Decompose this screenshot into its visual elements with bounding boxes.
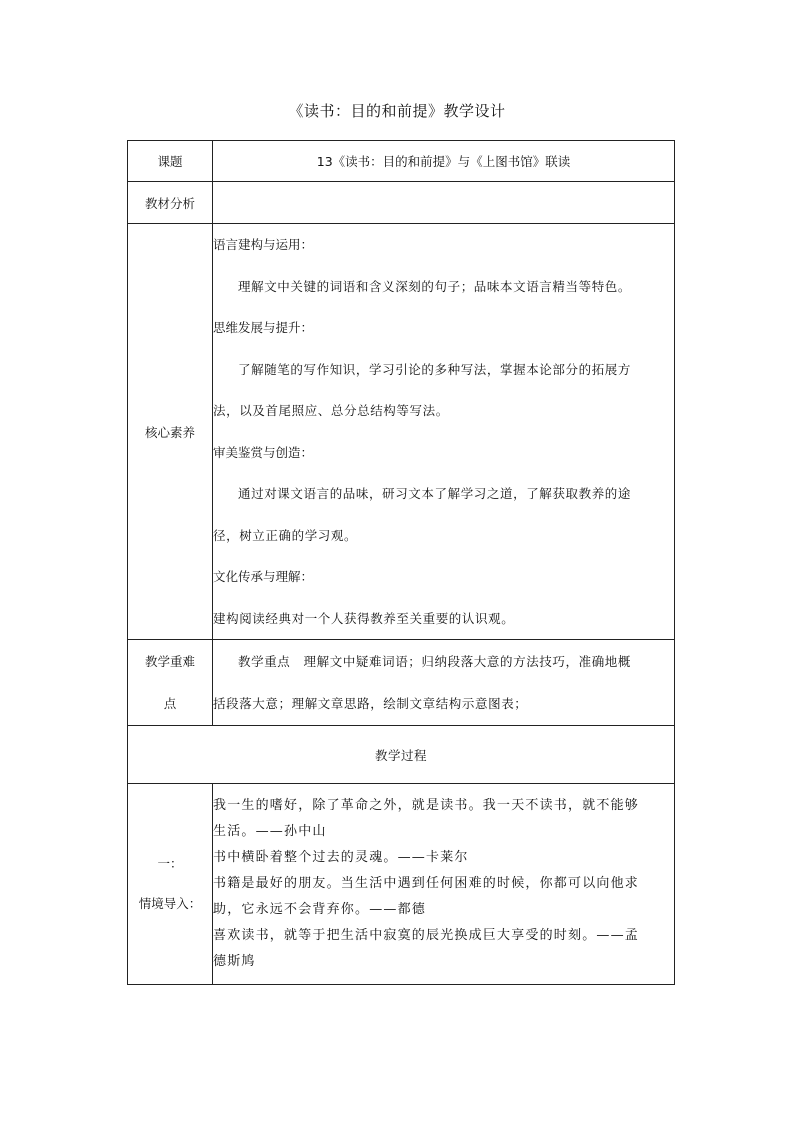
- key-points-content: [213, 640, 675, 726]
- quote-line: 书中横卧着整个过去的灵魂。——卡莱尔: [213, 850, 469, 865]
- key-points-row: [128, 640, 675, 726]
- core-thinking-heading: 思维发展与提升：: [213, 320, 314, 335]
- quote-line: 助，它永远不会背弃你。——都德: [213, 902, 427, 917]
- core-thinking-text-1: 了解随笔的写作知识，学习引论的多种写法，掌握本论部分的拓展方: [238, 361, 632, 377]
- core-aesthetic-text-1: 通过对课文语言的品味，研习文本了解学习之道，了解获取教养的途: [238, 486, 632, 501]
- core-thinking-text-2: 法，以及首尾照应、总分总结构等写法。: [213, 403, 449, 418]
- key-points-label-line-1: 教学重难: [144, 653, 195, 669]
- core-culture-heading: 文化传承与理解：: [213, 569, 314, 584]
- analysis-value: [213, 182, 675, 224]
- core-lang-text: 理解文中关键的词语和含义深刻的句子；品味本文语言精当等特色。: [238, 278, 632, 294]
- core-aesthetic-text-2: 径，树立正确的学习观。: [213, 527, 358, 543]
- intro-row: [128, 784, 675, 985]
- key-points-text-2: 括段落大意；理解文章思路，绘制文章结构示意图表；: [213, 695, 528, 711]
- document-title: 《读书：目的和前提》教学设计: [288, 102, 506, 120]
- topic-label: 课题: [128, 141, 213, 182]
- key-points-label-line-2: 点: [163, 695, 177, 711]
- topic-value: 13《读书：目的和前提》与《上图书馆》联读: [213, 141, 675, 182]
- quote-line: 书籍是最好的朋友。当生活中遇到任何困难的时候，你都可以向他求: [213, 876, 640, 891]
- intro-label-line-1: 一：: [157, 856, 183, 871]
- intro-label: [128, 784, 213, 985]
- intro-quotes: [213, 784, 675, 985]
- lesson-plan-table: [127, 140, 675, 985]
- key-points-label: [128, 640, 213, 726]
- key-points-text-1: 教学重点 理解文中疑难词语；归纳段落大意的方法技巧，准确地概: [238, 653, 632, 669]
- process-header: 教学过程: [128, 726, 675, 784]
- core-lang-heading: 语言建构与运用：: [213, 237, 314, 252]
- intro-label-line-2: 情境导入：: [138, 896, 202, 911]
- process-header-row: [128, 726, 675, 784]
- quote-line: 德斯鸠: [213, 954, 256, 969]
- core-literacy-row: [128, 224, 675, 640]
- quote-line: 我一生的嗜好，除了革命之外，就是读书。我一天不读书，就不能够: [213, 798, 640, 813]
- core-literacy-content: [213, 224, 675, 640]
- topic-row: [128, 141, 675, 182]
- analysis-row: [128, 182, 675, 224]
- quote-line: 生活。——孙中山: [213, 824, 327, 839]
- quote-line: 喜欢读书，就等于把生活中寂寞的辰光换成巨大享受的时刻。——孟: [213, 928, 640, 943]
- analysis-label: 教材分析: [128, 182, 213, 224]
- core-aesthetic-heading: 审美鉴赏与创造：: [213, 444, 314, 460]
- core-literacy-label: 核心素养: [128, 224, 213, 640]
- core-culture-text: 建构阅读经典对一个人获得教养至关重要的认识观。: [213, 610, 515, 626]
